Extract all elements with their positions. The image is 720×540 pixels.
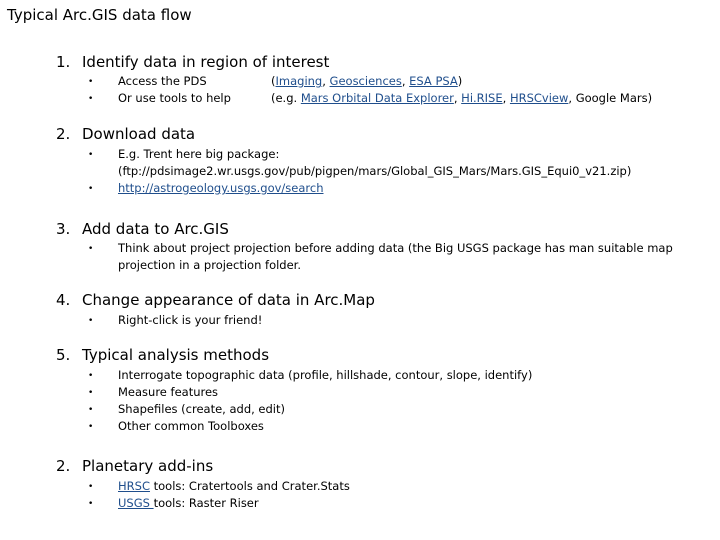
section-number: 5. (56, 346, 71, 364)
bullet-icon: • (88, 371, 94, 381)
list-item: Right-click is your friend! (118, 313, 263, 327)
text: , (453, 91, 462, 105)
geosciences-link[interactable]: Geosciences (329, 74, 402, 88)
bullet-icon: • (88, 184, 94, 194)
bullet-icon: • (88, 94, 94, 104)
text: , (502, 91, 510, 105)
bullet-icon: • (88, 482, 94, 492)
text-line: projection in a projection folder. (118, 258, 302, 272)
list-item: Shapefiles (create, add, edit) (118, 402, 285, 416)
imaging-link[interactable]: Imaging (275, 74, 323, 88)
list-item: Interrogate topographic data (profile, hillshade, contour, slope, identify) (118, 368, 533, 382)
list-item: Access the PDS (118, 74, 207, 88)
list-item (118, 146, 631, 180)
astrogeology-search-link[interactable]: http://astrogeology.usgs.gov/search (118, 181, 324, 195)
section-4-heading (56, 291, 375, 309)
text-line: Think about project projection before adding data (the Big USGS package has man suitable map (118, 241, 673, 255)
section-number: 1. (56, 53, 71, 71)
section-title: Identify data in region of interest (82, 53, 330, 71)
section-title: Typical analysis methods (82, 346, 270, 364)
list-item (118, 240, 673, 274)
list-item (118, 495, 259, 512)
section-title: Add data to Arc.GIS (82, 220, 229, 238)
usgs-link[interactable]: USGS (118, 496, 154, 510)
bullet-icon: • (88, 316, 94, 326)
bullet-icon: • (88, 422, 94, 432)
section-title: Planetary add-ins (82, 457, 214, 475)
section-3-heading (56, 220, 229, 238)
text: , Google Mars) (568, 91, 653, 105)
text-line: (ftp://pdsimage2.wr.usgs.gov/pub/pigpen/mars/Global_GIS_Mars/Mars.GIS_Equi0_v21.zip) (118, 164, 632, 178)
bullet-icon: • (88, 388, 94, 398)
section-5-heading (56, 346, 269, 364)
list-item (118, 478, 350, 495)
hrsc-link[interactable]: HRSC (118, 479, 150, 493)
text: , (401, 74, 410, 88)
bullet-icon: • (88, 150, 94, 160)
section-planetary-addins-heading (56, 457, 213, 475)
bullet-icon: • (88, 244, 94, 254)
list-item: Or use tools to help (118, 91, 231, 105)
section-title: Download data (82, 125, 196, 143)
list-item (118, 180, 324, 197)
text-line: E.g. Trent here big package: (118, 147, 280, 161)
section-number: 2. (56, 125, 71, 143)
text: ( (271, 74, 276, 88)
text: (e.g. (271, 91, 301, 105)
hirise-link[interactable]: Hi.RISE (461, 91, 503, 105)
hrscview-link[interactable]: HRSCview (509, 91, 569, 105)
section-1-heading (56, 53, 329, 71)
page-title: Typical Arc.GIS data flow (7, 6, 192, 24)
section-number: 2. (56, 457, 71, 475)
mars-orbital-data-explorer-link[interactable]: Mars Orbital Data Explorer (300, 91, 454, 105)
text: ) (457, 74, 463, 88)
helper-tools (271, 90, 652, 107)
esa-psa-link[interactable]: ESA PSA (409, 74, 458, 88)
pds-sources (271, 73, 462, 90)
bullet-icon: • (88, 499, 94, 509)
section-number: 3. (56, 220, 71, 238)
bullet-icon: • (88, 77, 94, 87)
section-number: 4. (56, 291, 71, 309)
text: , (322, 74, 330, 88)
bullet-icon: • (88, 405, 94, 415)
section-2-heading (56, 125, 195, 143)
list-item: Measure features (118, 385, 219, 399)
list-item: Other common Toolboxes (118, 419, 264, 433)
section-title: Change appearance of data in Arc.Map (82, 291, 375, 309)
text: tools: Raster Riser (153, 496, 259, 510)
text: tools: Cratertools and Crater.Stats (149, 479, 350, 493)
